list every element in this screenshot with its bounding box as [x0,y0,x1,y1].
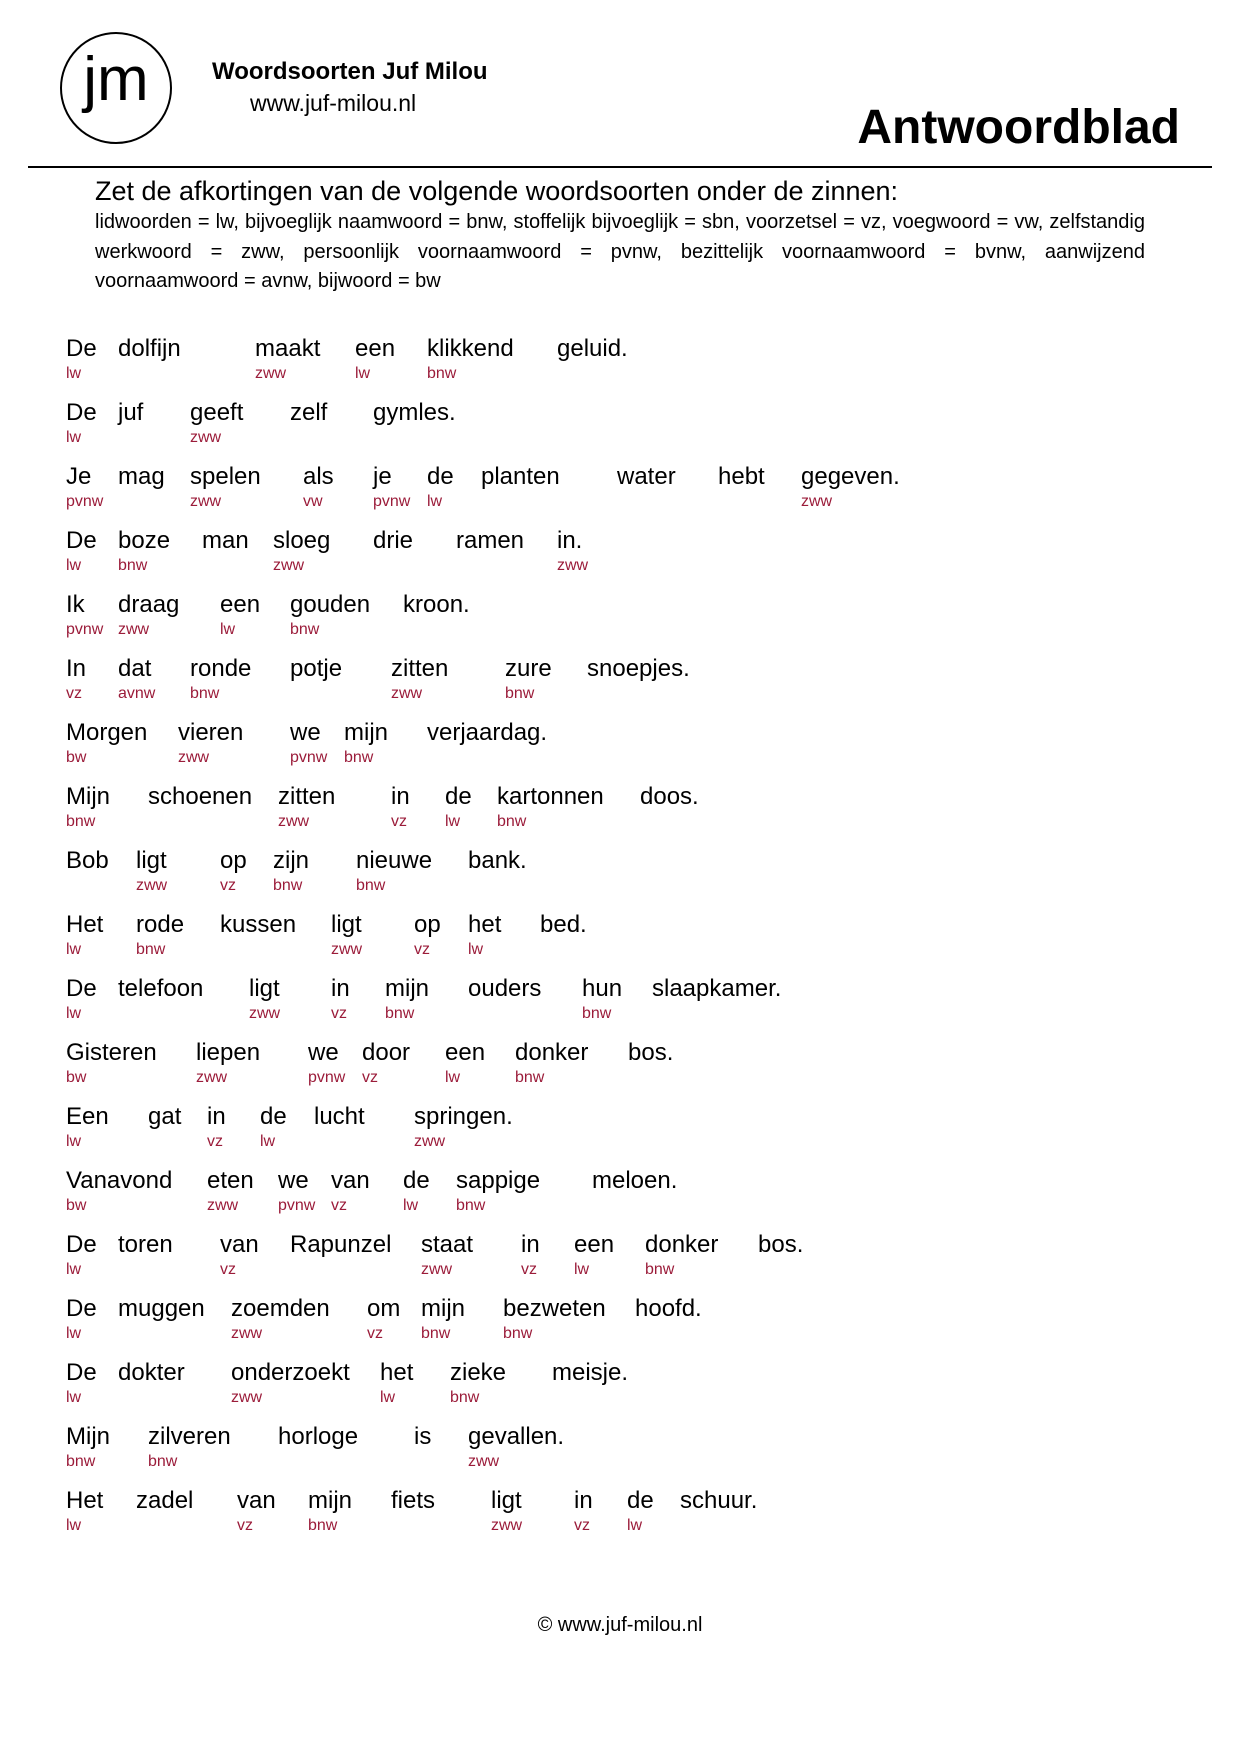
word-type-abbreviation: zww [190,493,222,510]
word-type-abbreviation: bw [66,1197,87,1214]
sentence-word: zitten [391,655,449,682]
sentence-word: bos. [758,1231,804,1258]
sentence-word: een [220,591,261,618]
word-type-abbreviation: pvnw [66,621,104,638]
sentence-word: hun [582,975,623,1002]
word-type-abbreviation: bnw [645,1261,675,1278]
sentence-word: op [414,911,441,938]
sentence-word: Mijn [66,1423,111,1450]
sentence-word: zure [505,655,552,682]
word-type-abbreviation: zww [190,429,222,446]
sentence-word: gat [148,1103,182,1130]
sentence-word: Gisteren [66,1039,157,1066]
sentence-word: maakt [255,335,321,362]
word-type-abbreviation: lw [66,557,82,574]
sentence-word: mijn [421,1295,466,1322]
sentence-word: bezweten [503,1295,606,1322]
sentence-word: ramen [456,527,525,554]
word-type-abbreviation: vz [207,1133,223,1150]
word-type-abbreviation: lw [468,941,484,958]
site-url: www.juf-milou.nl [250,90,417,116]
sentence-word: ligt [491,1487,522,1514]
sentence-word: de [427,463,454,490]
sentence-word: de [627,1487,654,1514]
sentence-word: dat [118,655,152,682]
word-type-abbreviation: zww [278,813,310,830]
sentence-word: springen. [414,1103,513,1130]
word-type-abbreviation: lw [66,365,82,382]
word-type-abbreviation: bnw [582,1005,612,1022]
sentence-word: verjaardag. [427,719,548,746]
sentence-word: meloen. [592,1167,678,1194]
sentence-word: nieuwe [356,847,433,874]
sentence-word: we [278,1167,309,1194]
word-type-abbreviation: bnw [190,685,220,702]
sentence-word: gouden [290,591,371,618]
sentence-word: donker [515,1039,589,1066]
footer-copyright: © www.juf-milou.nl [537,1614,703,1636]
sentence-word: Een [66,1103,109,1130]
sentence-word: in [521,1231,540,1258]
sentence-word: zelf [290,399,328,426]
word-type-abbreviation: lw [66,1133,82,1150]
word-type-abbreviation: vz [367,1325,383,1342]
word-type-abbreviation: pvnw [373,493,411,510]
sentence-word: zadel [136,1487,194,1514]
sentence-word: op [220,847,247,874]
sentence-word: hoofd. [635,1295,702,1322]
word-type-abbreviation: zww [273,557,305,574]
word-type-abbreviation: zww [207,1197,239,1214]
word-type-abbreviation: vz [237,1517,253,1534]
sentence-word: lucht [314,1103,365,1130]
sentence-word: sloeg [273,527,331,554]
word-type-abbreviation: vz [220,877,236,894]
sentence-word: als [303,463,334,490]
sentence-word: we [308,1039,339,1066]
sentence-word: Vanavond [66,1167,173,1194]
sentence-word: Mijn [66,783,111,810]
sentence-word: toren [118,1231,173,1258]
sentence-word: muggen [118,1295,205,1322]
word-type-abbreviation: lw [427,493,443,510]
page-title: Antwoordblad [857,101,1180,154]
word-type-abbreviation: bnw [66,1453,96,1470]
word-type-abbreviation: bnw [118,557,148,574]
word-type-abbreviation: vz [574,1517,590,1534]
sentence-word: in [331,975,350,1002]
sentence-word: meisje. [552,1359,629,1386]
sentence-word: Bob [66,847,109,874]
sentence-word: mijn [308,1487,353,1514]
word-type-abbreviation: pvnw [290,749,328,766]
sentence-word: de [445,783,472,810]
word-type-abbreviation: lw [66,429,82,446]
sentence-word: klikkend [427,335,514,362]
sentence-word: water [617,463,676,490]
word-type-abbreviation: bnw [290,621,320,638]
word-type-abbreviation: zww [249,1005,281,1022]
word-type-abbreviation: vz [331,1005,347,1022]
sentence-word: het [468,911,502,938]
word-type-abbreviation: zww [196,1069,228,1086]
sentence-word: hebt [718,463,765,490]
sentence-word: een [445,1039,486,1066]
sentence-word: Het [66,1487,104,1514]
word-type-abbreviation: lw [445,1069,461,1086]
sentence-word: potje [290,655,343,682]
sentence-word: om [367,1295,401,1322]
word-type-abbreviation: zww [331,941,363,958]
sentence-word: eten [207,1167,254,1194]
word-type-abbreviation: vw [303,493,323,510]
sentence-word: geluid. [557,335,628,362]
word-type-abbreviation: bnw [356,877,386,894]
sentence-word: doos. [640,783,699,810]
sentence-word: mag [118,463,165,490]
word-type-abbreviation: zww [468,1453,500,1470]
word-type-abbreviation: lw [66,1325,82,1342]
sentence-word: Je [66,463,92,490]
sentence-word: kartonnen [497,783,604,810]
sentence-word: ligt [136,847,167,874]
sentence-word: is [414,1423,432,1450]
word-type-abbreviation: bnw [450,1389,480,1406]
word-type-abbreviation: lw [627,1517,643,1534]
word-type-abbreviation: vz [414,941,430,958]
word-type-abbreviation: lw [66,1005,82,1022]
word-type-abbreviation: zww [801,493,833,510]
word-type-abbreviation: lw [260,1133,276,1150]
word-type-abbreviation: vz [220,1261,236,1278]
sentence-word: horloge [278,1423,359,1450]
word-type-abbreviation: bnw [456,1197,486,1214]
word-type-abbreviation: lw [355,365,371,382]
word-type-abbreviation: pvnw [66,493,104,510]
sentence-word: slaapkamer. [652,975,782,1002]
sentence-word: boze [118,527,171,554]
word-type-abbreviation: zww [391,685,423,702]
sentence-word: Ik [66,591,85,618]
word-type-abbreviation: bnw [515,1069,545,1086]
sentence-word: spelen [190,463,261,490]
sentence-word: De [66,399,97,426]
sentence-word: donker [645,1231,719,1258]
sentence-word: kussen [220,911,297,938]
sentence-word: planten [481,463,560,490]
sentence-word: De [66,975,97,1002]
sentence-word: De [66,1359,97,1386]
sentence-word: De [66,335,97,362]
word-type-abbreviation: bnw [385,1005,415,1022]
word-type-abbreviation: zww [136,877,168,894]
word-type-abbreviation: vz [331,1197,347,1214]
word-type-abbreviation: pvnw [278,1197,316,1214]
word-type-abbreviation: lw [574,1261,590,1278]
site-name: Woordsoorten Juf Milou [212,58,488,85]
word-type-abbreviation: bnw [273,877,303,894]
word-type-abbreviation: bw [66,749,87,766]
instructions-legend: lidwoorden = lw, bijvoeglijk naamwoord = bnw, stoffelijk bijvoeglijk = sbn, voorzetsel = vz, voegwoord = vw, zelfstandig werkwoord = zww, persoonlijk voornaamwoord = pvnw, bezittelijk voornaamwoord = bvnw, aanwijzend voornaamwoord = avnw, bijwoord = bw [95,211,1145,292]
sentence-word: mijn [385,975,430,1002]
sentence-word: gymles. [373,399,456,426]
sentence-word: staat [421,1231,474,1258]
word-type-abbreviation: bw [66,1069,87,1086]
word-type-abbreviation: lw [66,941,82,958]
word-type-abbreviation: zww [231,1389,263,1406]
word-type-abbreviation: lw [66,1261,82,1278]
word-type-abbreviation: zww [491,1517,523,1534]
word-type-abbreviation: zww [414,1133,446,1150]
sentence-word: schuur. [680,1487,758,1514]
word-type-abbreviation: lw [66,1389,82,1406]
sentence-word: van [237,1487,276,1514]
sentence-word: ouders [468,975,542,1002]
sentence-word: zoemden [231,1295,330,1322]
sentence-word: Morgen [66,719,148,746]
word-type-abbreviation: lw [380,1389,396,1406]
word-type-abbreviation: lw [445,813,461,830]
sentence-word: liepen [196,1039,261,1066]
sentence-word: het [380,1359,414,1386]
sentence-word: een [574,1231,615,1258]
sentence-word: fiets [391,1487,436,1514]
sentence-word: snoepjes. [587,655,690,682]
word-type-abbreviation: vz [391,813,407,830]
sentence-word: dokter [118,1359,185,1386]
instructions-title: Zet de afkortingen van de volgende woordsoorten onder de zinnen: [95,176,899,206]
sentence-word: ronde [190,655,252,682]
sentence-word: De [66,527,97,554]
word-type-abbreviation: zww [557,557,589,574]
sentence-word: van [331,1167,370,1194]
sentence-word: zijn [273,847,310,874]
sentence-word: Rapunzel [290,1231,392,1258]
word-type-abbreviation: bnw [421,1325,451,1342]
sentence-word: je [373,463,392,490]
sentence-word: zilveren [148,1423,231,1450]
sentence-word: van [220,1231,259,1258]
sentence-word: zieke [450,1359,507,1386]
sentence-word: bank. [468,847,527,874]
logo-text: jm [83,45,149,114]
sentence-word: een [355,335,396,362]
sentence-word: sappige [456,1167,541,1194]
sentence-word: De [66,1295,97,1322]
sentence-word: De [66,1231,97,1258]
word-type-abbreviation: bnw [344,749,374,766]
word-type-abbreviation: pvnw [308,1069,346,1086]
word-type-abbreviation: lw [220,621,236,638]
sentence-word: gegeven. [801,463,900,490]
word-type-abbreviation: bnw [136,941,166,958]
sentence-word: geeft [190,399,244,426]
sentence-word: drie [373,527,414,554]
sentence-word: ligt [249,975,280,1002]
word-type-abbreviation: avnw [118,685,156,702]
sentence-word: in [391,783,410,810]
word-type-abbreviation: bnw [505,685,535,702]
sentence-word: de [403,1167,430,1194]
sentence-word: In [66,655,87,682]
sentence-word: zitten [278,783,336,810]
sentence-word: ligt [331,911,362,938]
word-type-abbreviation: zww [421,1261,453,1278]
word-type-abbreviation: zww [231,1325,263,1342]
sentence-word: man [202,527,249,554]
word-type-abbreviation: lw [403,1197,419,1214]
sentence-word: de [260,1103,287,1130]
sentence-word: dolfijn [118,335,181,362]
sentence-word: mijn [344,719,389,746]
sentence-word: in [574,1487,593,1514]
word-type-abbreviation: bnw [66,813,96,830]
word-type-abbreviation: lw [66,1517,82,1534]
sentence-word: kroon. [403,591,470,618]
word-type-abbreviation: vz [521,1261,537,1278]
sentence-word: onderzoekt [231,1359,350,1386]
word-type-abbreviation: vz [362,1069,378,1086]
sentence-word: door [362,1039,411,1066]
word-type-abbreviation: bnw [427,365,457,382]
word-type-abbreviation: bnw [308,1517,338,1534]
sentence-word: rode [136,911,185,938]
word-type-abbreviation: zww [118,621,150,638]
sentence-word: vieren [178,719,244,746]
word-type-abbreviation: bnw [503,1325,533,1342]
sentence-word: we [290,719,321,746]
sentence-word: bos. [628,1039,674,1066]
sentence-word: in [207,1103,226,1130]
sentence-word: in. [557,527,583,554]
sentence-word: gevallen. [468,1423,565,1450]
sentence-word: Het [66,911,104,938]
sentence-word: draag [118,591,180,618]
word-type-abbreviation: zww [255,365,287,382]
word-type-abbreviation: zww [178,749,210,766]
word-type-abbreviation: bnw [148,1453,178,1470]
sentence-word: juf [118,399,144,426]
sentence-word: bed. [540,911,587,938]
sentence-word: telefoon [118,975,204,1002]
word-type-abbreviation: bnw [497,813,527,830]
word-type-abbreviation: vz [66,685,82,702]
sentence-word: schoenen [148,783,253,810]
